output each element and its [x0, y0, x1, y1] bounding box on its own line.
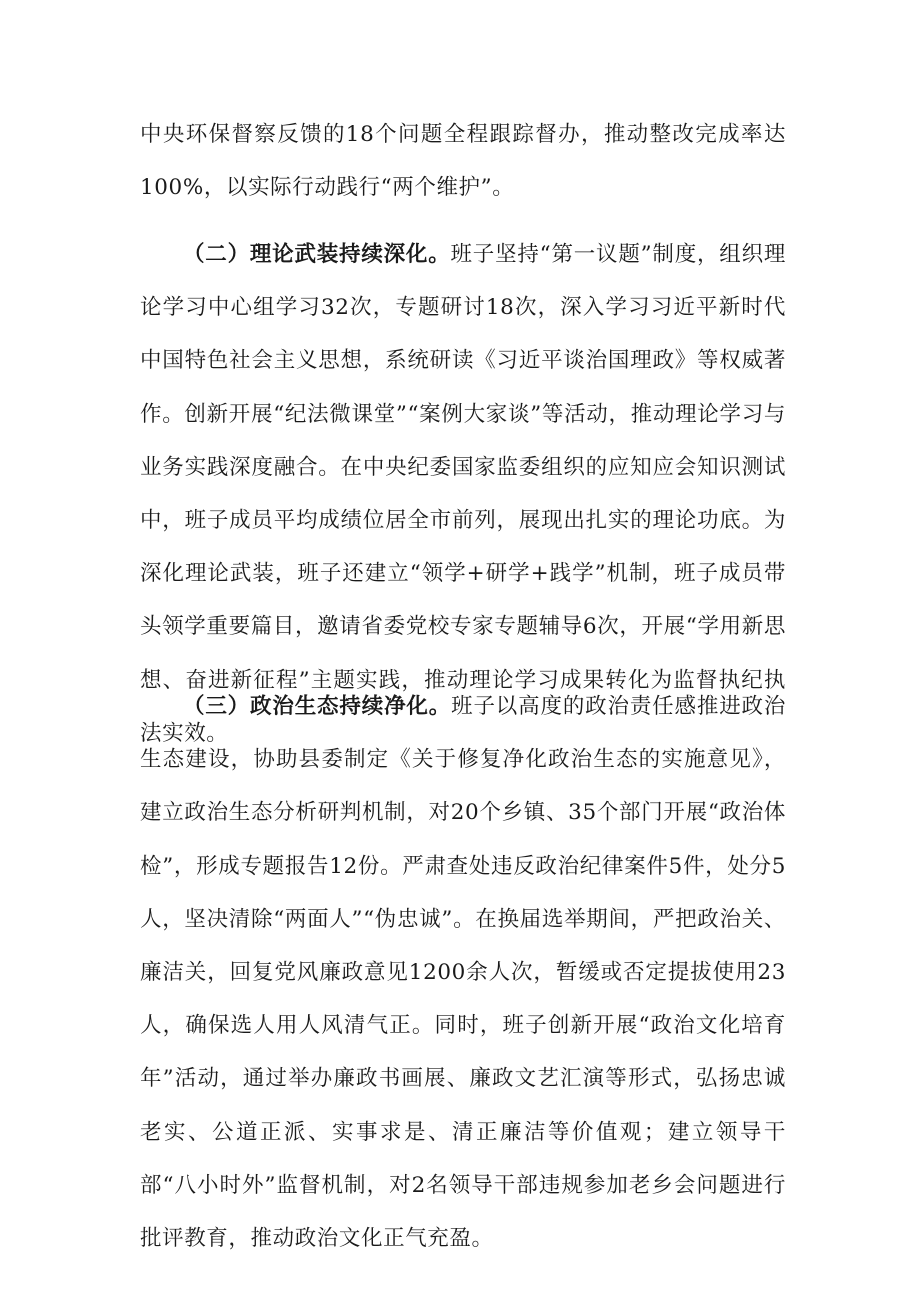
- paragraph-environmental-rectification: [140, 108, 786, 214]
- section-heading-theory: （二）理论武装持续深化。: [183, 242, 451, 267]
- paragraph-1-text: 中央环保督察反馈的18个问题全程跟踪督办，推动整改完成率达100%，以实际行动践行“两个维护”。: [140, 122, 786, 201]
- paragraph-2-body: 班子坚持“第一议题”制度，组织理论学习中心组学习32次，专题研讨18次，深入学习习近平新时代中国特色社会主义思想，系统研读《习近平谈治国理政》等权威著作。创新开展“纪法微课堂”“案例大家谈”等活动，推动理论学习与业务实践深度融合。在中央纪委国家监委组织的应知应会知识测试中，班子成员平均成绩位居全市前列，展现出扎实的理论功底。为深化理论武装，班子还建立“领学+研学+践学”机制，班子成员带头领学重要篇目，邀请省委党校专家专题辅导6次，开展“学用新思想、奋进新征程”主题实践，推动理论学习成果转化为监督执纪执法实效。: [140, 242, 786, 746]
- paragraph-political-ecology: [140, 680, 786, 1265]
- paragraph-3-body: 班子以高度的政治责任感推进政治生态建设，协助县委制定《关于修复净化政治生态的实施意见》，建立政治生态分析研判机制，对20个乡镇、35个部门开展“政治体检”，形成专题报告12份。严肃查处违反政治纪律案件5件，处分5人，坚决清除“两面人”“伪忠诚”。在换届选举期间，严把政治关、廉洁关，回复党风廉政意见1200余人次，暂缓或否定提拔使用23人，确保选人用人风清气正。同时，班子创新开展“政治文化培育年”活动，通过举办廉政书画展、廉政文艺汇演等形式，弘扬忠诚老实、公道正派、实事求是、清正廉洁等价值观；建立领导干部“八小时外”监督机制，对2名领导干部违规参加老乡会问题进行批评教育，推动政治文化正气充盈。: [140, 694, 786, 1252]
- section-heading-political-ecology: （三）政治生态持续净化。: [183, 694, 452, 719]
